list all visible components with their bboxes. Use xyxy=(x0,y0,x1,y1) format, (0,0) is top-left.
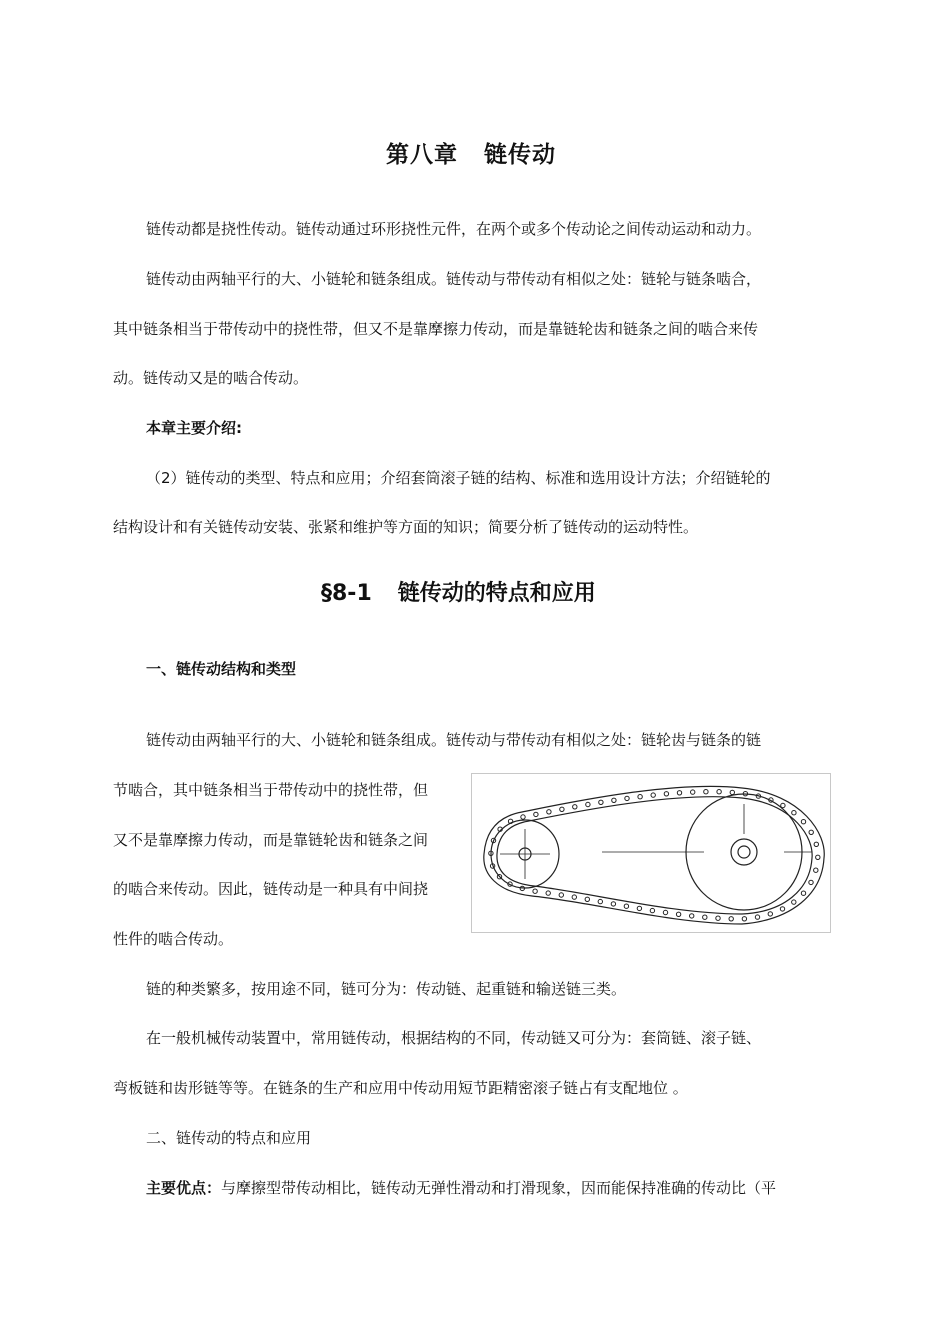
chain-link xyxy=(664,792,668,796)
chain-inner xyxy=(497,797,812,914)
chain-link xyxy=(572,895,576,899)
chain-link xyxy=(816,855,820,859)
chain-link xyxy=(586,802,590,806)
chain-outer xyxy=(484,786,824,924)
intro-paragraph-3-line-2: 结构设计和有关链传动安装、张紧和维护等方面的知识；简要分析了链传动的运动特性。 xyxy=(113,518,699,536)
chain-link xyxy=(780,907,784,911)
intro-paragraph-2-line-1: 链传动由两轴平行的大、小链轮和链条组成。链传动与带传动有相似之处：链轮与链条啮合， xyxy=(146,270,762,288)
chapter-name: 链传动 xyxy=(484,142,556,168)
large-sprocket xyxy=(602,794,812,910)
chain-link xyxy=(801,891,805,895)
chain-link xyxy=(814,868,818,872)
chain-link xyxy=(585,897,589,901)
chain-link xyxy=(742,917,746,921)
chain-link xyxy=(677,791,681,795)
sub1-paragraph-1-line-4: 的啮合来传动。因此，链传动是一种具有中间挠 xyxy=(113,880,429,898)
chain-drive-diagram xyxy=(472,774,830,932)
chain-link xyxy=(533,889,537,893)
chapter-title xyxy=(386,136,556,169)
chain-link xyxy=(534,812,538,816)
chain-link xyxy=(676,912,680,916)
chain-link xyxy=(792,900,796,904)
chain-link xyxy=(704,790,708,794)
chain-link xyxy=(546,891,550,895)
intro-paragraph-3-line-1: （2）链传动的类型、特点和应用；介绍套筒滚子链的结构、标准和选用设计方法；介绍链轮的 xyxy=(146,469,771,487)
chain-link xyxy=(716,916,720,920)
subsection-heading-1: 一、链传动结构和类型 xyxy=(146,660,297,678)
chain-link xyxy=(573,805,577,809)
sub1-paragraph-3-line-2: 弯板链和齿形链等等。在链条的生产和应用中传动用短节距精密滚子链占有支配地位 。 xyxy=(113,1079,688,1097)
chain-link xyxy=(598,899,602,903)
chapter-number: 第八章 xyxy=(386,142,458,168)
chain-link xyxy=(703,915,707,919)
chain-link xyxy=(809,830,813,834)
sub1-paragraph-2: 链的种类繁多，按用途不同，链可分为：传动链、起重链和输送链三类。 xyxy=(146,980,627,998)
chain-link xyxy=(690,914,694,918)
chain-link xyxy=(755,915,759,919)
main-advantages-paragraph xyxy=(146,1178,776,1198)
section-number: §8-1 xyxy=(321,581,372,606)
chain-link xyxy=(559,893,563,897)
chain-link xyxy=(809,880,813,884)
chain-link xyxy=(729,917,733,921)
intro-paragraph-2-line-3: 动。链传动又是的啮合传动。 xyxy=(113,369,309,387)
chapter-overview-heading: 本章主要介绍: xyxy=(146,419,242,437)
chain-link xyxy=(521,815,525,819)
chain-link xyxy=(638,795,642,799)
chain-link xyxy=(637,906,641,910)
chain-link xyxy=(663,910,667,914)
chain-link xyxy=(624,904,628,908)
chain-link xyxy=(691,790,695,794)
chain-link xyxy=(599,800,603,804)
section-title xyxy=(321,576,596,607)
chain-link xyxy=(651,793,655,797)
main-advantages-text: 与摩擦型带传动相比，链传动无弹性滑动和打滑现象，因而能保持准确的传动比（平 xyxy=(221,1179,777,1197)
chain-link xyxy=(717,790,721,794)
chain-link xyxy=(560,807,564,811)
chain-link xyxy=(814,842,818,846)
chain-link xyxy=(625,796,629,800)
sub1-paragraph-1-line-2: 节啮合，其中链条相当于带传动中的挠性带，但 xyxy=(113,781,429,799)
sub1-paragraph-3-line-1: 在一般机械传动装置中，常用链传动，根据结构的不同，传动链又可分为：套筒链、滚子链、 xyxy=(146,1029,762,1047)
intro-paragraph-1: 链传动都是挠性传动。链传动通过环形挠性元件，在两个或多个传动论之间传动运动和动力。 xyxy=(146,220,762,238)
chain-link xyxy=(768,912,772,916)
main-advantages-label: 主要优点： xyxy=(146,1179,222,1197)
intro-paragraph-2-line-2: 其中链条相当于带传动中的挠性带，但又不是靠摩擦力传动，而是靠链轮齿和链条之间的啮合来传 xyxy=(113,320,759,338)
chain-link xyxy=(792,811,796,815)
chain-link xyxy=(650,908,654,912)
chain-link xyxy=(612,798,616,802)
subsection-heading-2: 二、链传动的特点和应用 xyxy=(146,1129,312,1147)
chain-link xyxy=(730,790,734,794)
chain-link xyxy=(547,810,551,814)
sub1-paragraph-1-line-3: 又不是靠摩擦力传动，而是靠链轮齿和链条之间 xyxy=(113,831,429,849)
section-name: 链传动的特点和应用 xyxy=(397,581,596,606)
chain-drive-figure xyxy=(471,773,831,933)
chain-link xyxy=(611,902,615,906)
chain-link xyxy=(801,820,805,824)
small-sprocket xyxy=(491,820,559,888)
sub1-paragraph-1-line-1: 链传动由两轴平行的大、小链轮和链条组成。链传动与带传动有相似之处：链轮齿与链条的链 xyxy=(146,731,762,749)
sub1-paragraph-1-line-5: 性件的啮合传动。 xyxy=(113,930,234,948)
